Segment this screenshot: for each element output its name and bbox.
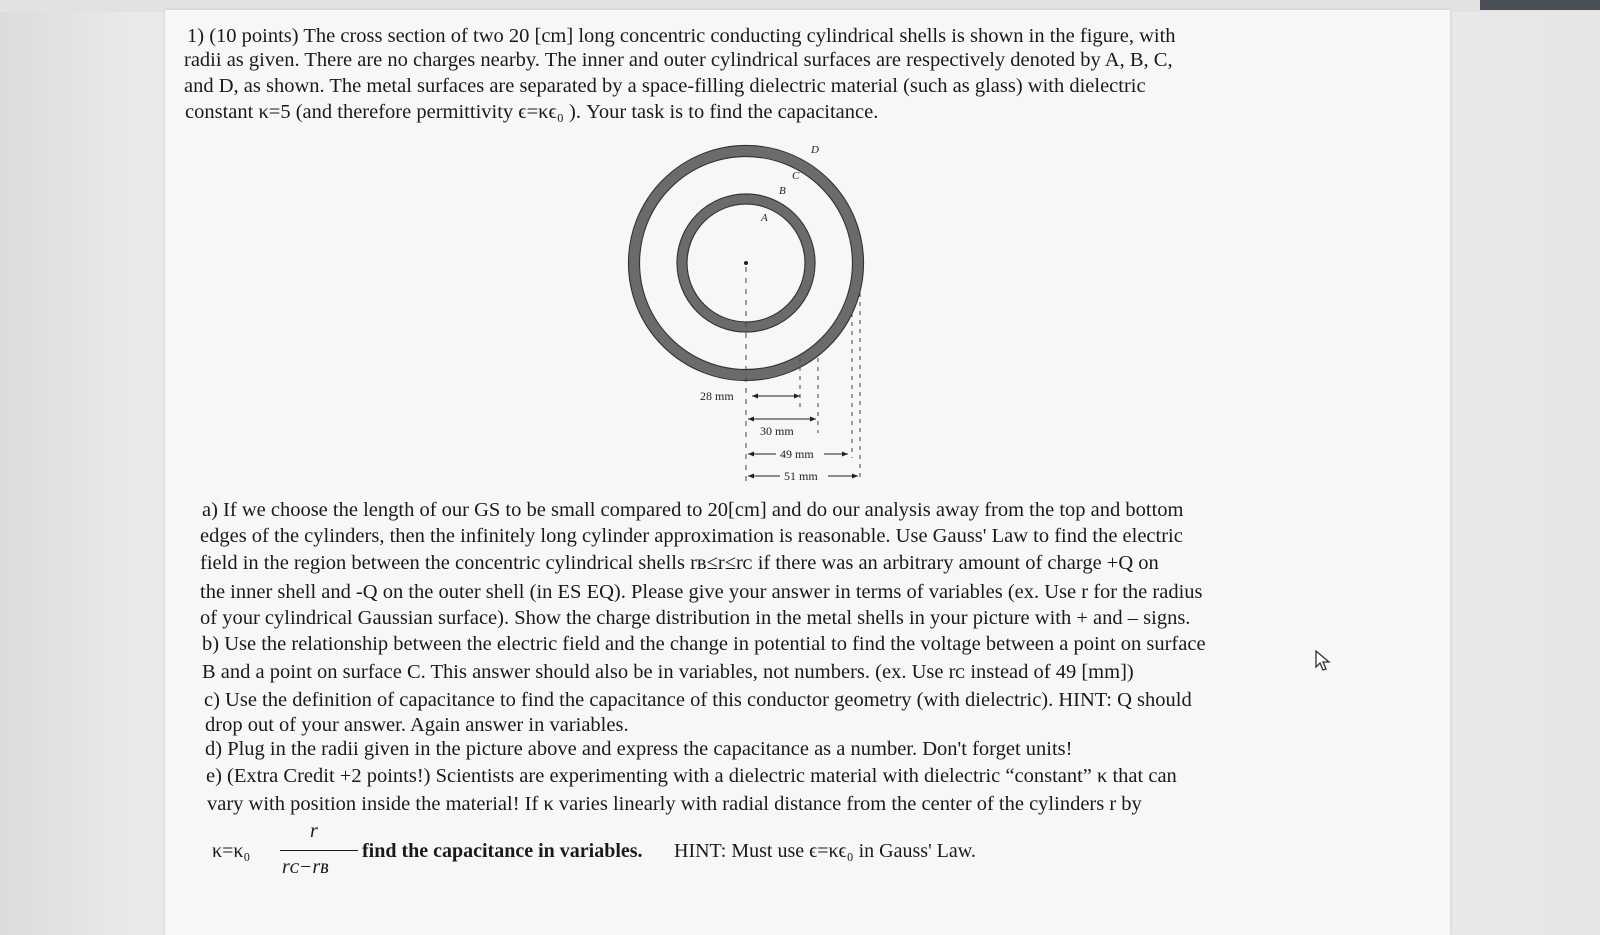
label-D: D	[811, 144, 819, 156]
qa-line-3: field in the region between the concentric cylindrical shells rʙ≤r≤rᴄ if there was an arbitrary amount of charge +Q on	[200, 552, 1159, 574]
formula-hint: HINT: Must use ϵ=κϵ₀ in Gauss' Law.	[674, 840, 976, 862]
dim-30mm: 30 mm	[760, 424, 794, 438]
kappa-formula	[212, 820, 1092, 880]
qd-line-1: d) Plug in the radii given in the picture above and express the capacitance as a number. Don't forget units!	[205, 738, 1073, 760]
label-B: B	[779, 185, 786, 197]
qa-line-2: edges of the cylinders, then the infinitely long cylinder approximation is reasonable. Use Gauss' Law to find the electric	[200, 525, 1183, 547]
qa-line-4: the inner shell and -Q on the outer shell (in ES EQ). Please give your answer in terms of variables (ex. Use r for the radius	[200, 581, 1203, 603]
label-A: A	[761, 212, 768, 224]
qa-line-1: a) If we choose the length of our GS to be small compared to 20[cm] and do our analysis away from the top and bottom	[202, 499, 1184, 521]
qa-line-5: of your cylindrical Gaussian surface). Show the charge distribution in the metal shells in your picture with + and – signs.	[200, 607, 1191, 629]
formula-tail: find the capacitance in variables.	[362, 840, 643, 862]
formula-lhs: κ=κ₀	[212, 840, 251, 862]
qe-line-1: e) (Extra Credit +2 points!) Scientists are experimenting with a dielectric material with dielectric “constant” κ that can	[206, 765, 1177, 787]
fraction-bar	[280, 850, 358, 851]
dim-28mm: 28 mm	[700, 389, 734, 403]
qb-line-1: b) Use the relationship between the electric field and the change in potential to find the voltage between a point on surface	[202, 633, 1206, 655]
top-bar-dark-strip	[1480, 0, 1600, 10]
label-C: C	[792, 170, 800, 182]
intro-line-3: and D, as shown. The metal surfaces are separated by a space-filling dielectric material (such as glass) with dielectric	[184, 75, 1146, 97]
mouse-cursor-icon	[1315, 650, 1331, 672]
intro-line-1: 1) (10 points) The cross section of two 20 [cm] long concentric conducting cylindrical shells is shown in the figure, with	[187, 25, 1176, 47]
qb-line-2: B and a point on surface C. This answer should also be in variables, not numbers. (ex. Use rᴄ instead of 49 [mm])	[202, 661, 1134, 683]
cylinder-cross-section-figure	[620, 133, 880, 493]
qc-line-2: drop out of your answer. Again answer in variables.	[205, 714, 629, 736]
formula-denominator: rᴄ−rʙ	[282, 856, 329, 878]
qe-line-2: vary with position inside the material! If κ varies linearly with radial distance from the center of the cylinders r by	[207, 793, 1142, 815]
dim-49mm: 49 mm	[780, 447, 814, 461]
dim-51mm: 51 mm	[784, 469, 818, 483]
center-point	[744, 261, 748, 265]
intro-line-4: constant κ=5 (and therefore permittivity ϵ=κϵ₀ ). Your task is to find the capacitance.	[185, 101, 879, 123]
formula-numerator: r	[310, 820, 318, 842]
intro-line-2: radii as given. There are no charges nearby. The inner and outer cylindrical surfaces are respectively denoted by A, B, C,	[184, 49, 1173, 71]
qc-line-1: c) Use the definition of capacitance to find the capacitance of this conductor geometry (with dielectric). HINT: Q should	[204, 689, 1192, 711]
